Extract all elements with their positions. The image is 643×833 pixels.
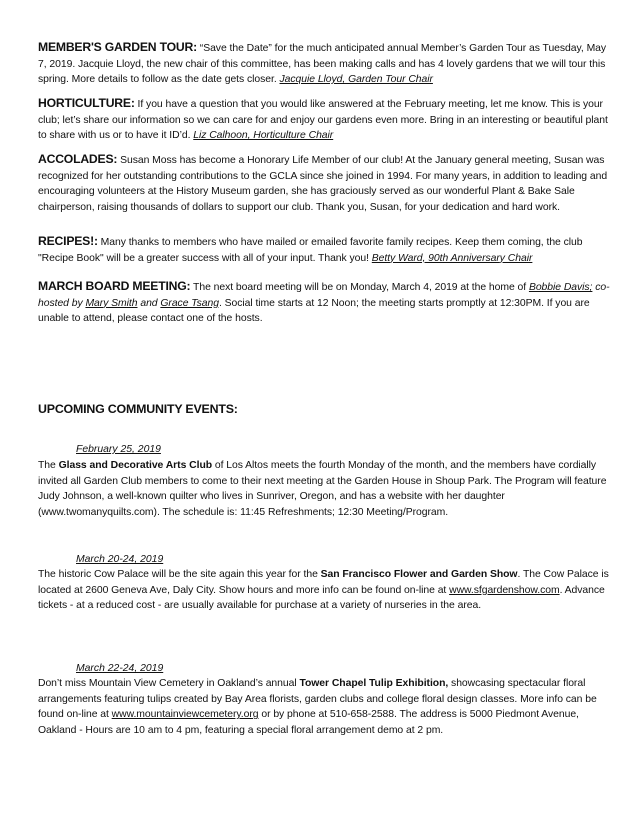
recipes-heading: RECIPES!: [38, 234, 94, 248]
event-name: Glass and Decorative Arts Club: [58, 460, 213, 471]
event-name: Tower Chapel Tulip Exhibition,: [299, 678, 449, 689]
board-meeting-heading: MARCH BOARD MEETING: [38, 279, 187, 293]
accolades-heading: ACCOLADES: [38, 152, 114, 166]
event-date: March 20-24, 2019: [76, 554, 164, 565]
mountainview-link[interactable]: www.mountainviewcemetery.org: [111, 709, 259, 721]
horticulture-heading: HORTICULTURE: [38, 96, 131, 110]
horticulture-text: If you have a question that you would like answered at the February meeting, let me know. This is your club; let’s share our information so we can care for and enjoy our gardens even more. Bring in an interesting or beautiful plant to share with us or to have it ID’d.: [38, 99, 608, 142]
recipes-paragraph: RECIPES!: Many thanks to members who have mailed or emailed favorite family recipes. Keep them coming, the club "Recipe Book" will be a greater success with all of your input. Thank you! Betty Ward, 90th Anniversary Chair: [38, 234, 583, 264]
recipes-text: Many thanks to members who have mailed or emailed favorite family recipes. Keep them coming, the club "Recipe Book" will be a greater success with all of your input. Thank you!: [38, 237, 583, 264]
garden-tour-text: “Save the Date” for the much anticipated annual Member’s Garden Tour as Tuesday, May 7, 2019. Jacquie Lloyd, the new chair of this committee, has been making calls and has 4 lovely gardens that we will tour this spring. More details to follow as the date gets closer.: [38, 43, 607, 86]
event-date: March 22-24, 2019: [76, 663, 164, 674]
sfgardenshow-link[interactable]: www.sfgardenshow.com: [449, 584, 560, 596]
board-meeting-paragraph: MARCH BOARD MEETING: The next board meeting will be on Monday, March 4, 2019 at the home of Bobbie Davis; co-hosted by Mary Smith and Grace Tsang. Social time starts at 12 Noon; the meeting starts promptly at 12:30PM. If you are unable to attend, please contact one of the hosts.: [38, 279, 610, 325]
event-description: The Glass and Decorative Arts Club of Los Altos meets the fourth Monday of the month, and the members have cordially invited all Garden Club members to come to their next meeting at the Garden House in Shoup Park. The Program will feature Judy Johnson, a well-known quilter who lives in Sunriver, Oregon, and has a website with her daughter (www.twomanyquilts.com). The schedule is: 11:45 Refreshments; 12:30 Meeting/Program.: [38, 460, 607, 518]
garden-tour-signature: Jacquie Lloyd, Garden Tour Chair: [279, 74, 433, 86]
upcoming-events-title: UPCOMING COMMUNITY EVENTS:: [38, 402, 238, 416]
garden-tour-paragraph: MEMBER'S GARDEN TOUR: “Save the Date” for the much anticipated annual Member’s Garden Tour as Tuesday, May 7, 2019. Jacquie Lloyd, the new chair of this committee, has been making calls and has 4 lovely gardens that we will tour this spring. More details to follow as the date gets closer. Jacquie Lloyd, Garden Tour Chair: [38, 40, 607, 86]
host-bobbie-davis: Bobbie Davis;: [528, 282, 593, 293]
recipes-signature: Betty Ward, 90th Anniversary Chair: [371, 252, 533, 264]
accolades-paragraph: ACCOLADES: Susan Moss has become a Honorary Life Member of our club! At the January general meeting, Susan was recognized for her outstanding contributions to the GCLA since she joined in 1994. For many years, in addition to leading and encouraging volunteers at the History Museum garden, she has graciously served as our wonderful Plant & Bake Sale chairperson, raising thousands of dollars to support our club. Thank you, Susan, for your dedication and hard work.: [38, 152, 608, 213]
host-mary-smith: Mary Smith: [85, 297, 138, 309]
event-name: San Francisco Flower and Garden Show: [320, 569, 518, 580]
horticulture-signature: Liz Calhoon, Horticulture Chair: [193, 130, 334, 142]
accolades-text: Susan Moss has become a Honorary Life Member of our club! At the January general meeting, Susan was recognized for her outstanding contributions to the GCLA since she joined in 1994. For many years, in addition to leading and encouraging volunteers at the History Museum garden, she has graciously served as our wonderful Plant & Bake Sale chairperson, raising thousands of dollars to support our club. Thank you, Susan, for your dedication and hard work.: [38, 155, 608, 213]
garden-tour-heading: MEMBER'S GARDEN TOUR: [38, 40, 194, 54]
event-description: Don’t miss Mountain View Cemetery in Oakland’s annual Tower Chapel Tulip Exhibition, showcasing spectacular floral arrangements featuring tulips created by Bay Area florists, garden clubs and college floral design classes. More info can be found on-line at www.mountainviewcemetery.org or by phone at 510-658-2588. The address is 5000 Piedmont Avenue, Oakland - Hours are 10 am to 4 pm, featuring a special floral arrangement demo at 2 pm.: [38, 678, 597, 736]
event-description: The historic Cow Palace will be the site again this year for the San Francisco Flower and Garden Show. The Cow Palace is located at 2600 Geneva Ave, Daly City. Show hours and more info can be found on-line at www.sfgardenshow.com. Advance tickets - at a reduced cost - are usually available for purchase at a variety of nurseries in the area.: [38, 569, 609, 612]
event-date: February 25, 2019: [76, 444, 161, 455]
horticulture-paragraph: HORTICULTURE: If you have a question that you would like answered at the February meeting, let me know. This is your club; let’s share our information so we can care for and enjoy our gardens even more. Bring in an interesting or beautiful plant to share with us or to have it ID’d. Liz Calhoon, Horticulture Chair: [38, 96, 608, 142]
host-grace-tsang: Grace Tsang: [160, 297, 219, 309]
